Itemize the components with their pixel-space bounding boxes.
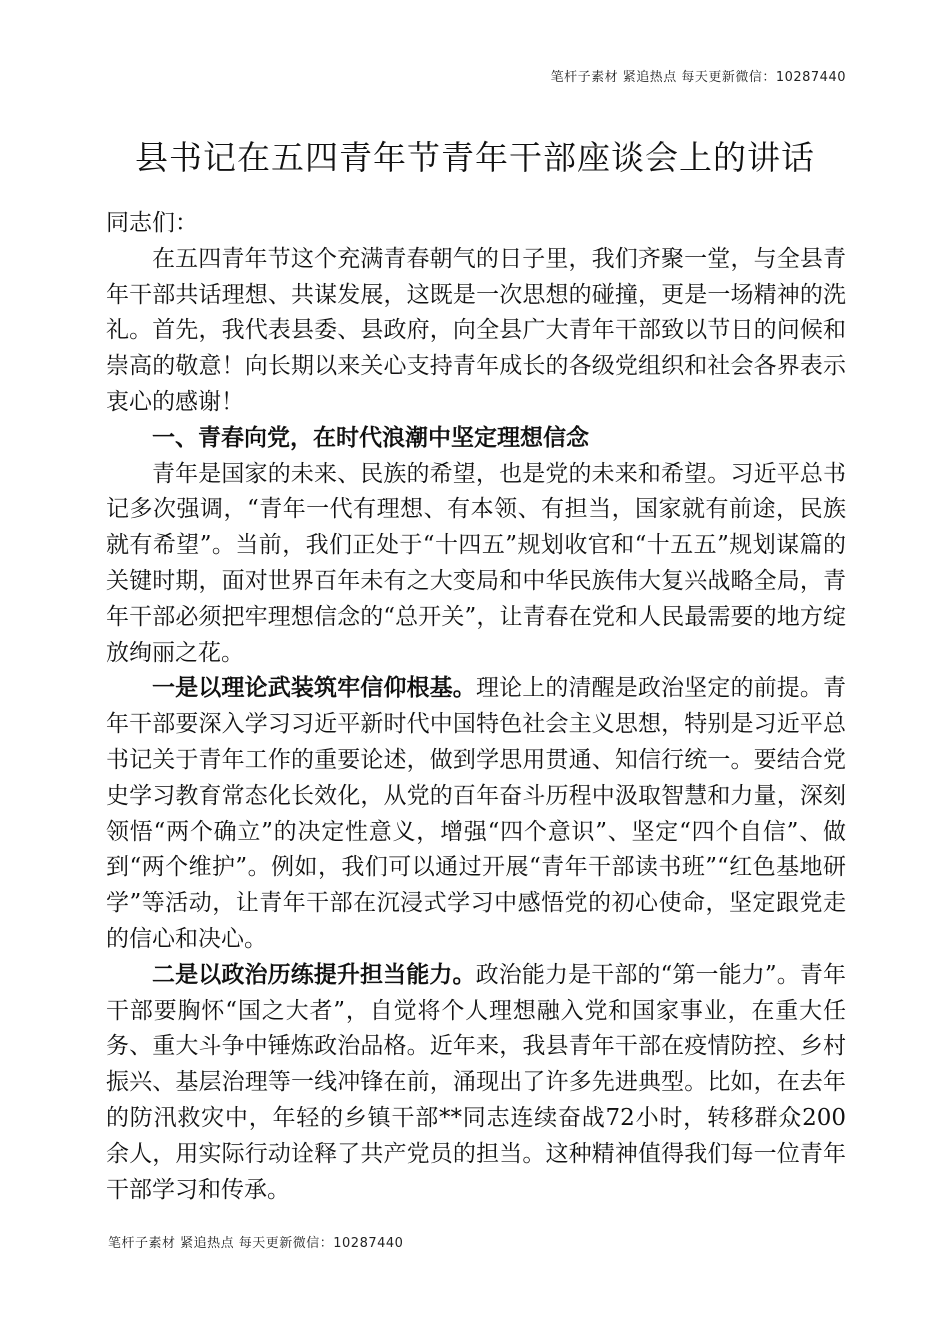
document-body [106, 206, 846, 1208]
document-title: 县书记在五四青年节青年干部座谈会上的讲话 [135, 138, 815, 177]
header-watermark-note: 笔杆子素材 紧追热点 每天更新微信：10287440 [550, 70, 846, 85]
point-1-text: 理论上的清醒是政治坚定的前提。青年干部要深入学习习近平新时代中国特色社会主义思想，特别是习近平总书记关于青年工作的重要论述，做到学思用贯通、知信行统一。要结合党史学习教育常态化长效化，从党的百年奋斗历程中汲取智慧和力量，深刻领悟“两个确立”的决定性意义，增强“四个意识”、坚定“四个自信”、做到“两个维护”。例如，我们可以通过开展“青年干部读书班”“红色基地研学”等活动，让青年干部在沉浸式学习中感悟党的初心使命，坚定跟党走的信心和决心。 [106, 675, 847, 952]
salutation: 同志们： [106, 210, 198, 236]
point-2-text: 政治能力是干部的“第一能力”。青年干部要胸怀“国之大者”，自觉将个人理想融入党和国家事业，在重大任务、重大斗争中锤炼政治品格。近年来，我县青年干部在疫情防控、乡村振兴、基层治理等一线冲锋在前，涌现出了许多先进典型。比如，在去年的防汛救灾中，年轻的乡镇干部**同志连续奋战72小时，转移群众200余人，用实际行动诠释了共产党员的担当。这种精神值得我们每一位青年干部学习和传承。 [106, 961, 846, 1203]
point-2-lead: 二是以政治历练提升担当能力。 [152, 961, 476, 988]
intro-paragraph: 在五四青年节这个充满青春朝气的日子里，我们齐聚一堂，与全县青年干部共话理想、共谋发展，这既是一次思想的碰撞，更是一场精神的洗礼。首先，我代表县委、县政府，向全县广大青年干部致以节日的问候和崇高的敬意！向长期以来关心支持青年成长的各级党组织和社会各界表示衷心的感谢！ [106, 245, 846, 415]
point-2-paragraph [106, 958, 846, 1209]
section-1-paragraph: 青年是国家的未来、民族的希望，也是党的未来和希望。习近平总书记多次强调，“青年一代有理想、有本领、有担当，国家就有前途，民族就有希望”。当前，我们正处于“十四五”规划收官和“十五五”规划谋篇的关键时期，面对世界百年未有之大变局和中华民族伟大复兴战略全局，青年干部必须把牢理想信念的“总开关”，让青春在党和人民最需要的地方绽放绚丽之花。 [106, 460, 846, 666]
point-1-paragraph [106, 671, 846, 957]
point-1-lead: 一是以理论武装筑牢信仰根基。 [152, 675, 476, 702]
footer-watermark-note: 笔杆子素材 紧追热点 每天更新微信：10287440 [108, 1236, 404, 1251]
section-1-heading: 一、青春向党，在时代浪潮中坚定理想信念 [152, 424, 589, 451]
